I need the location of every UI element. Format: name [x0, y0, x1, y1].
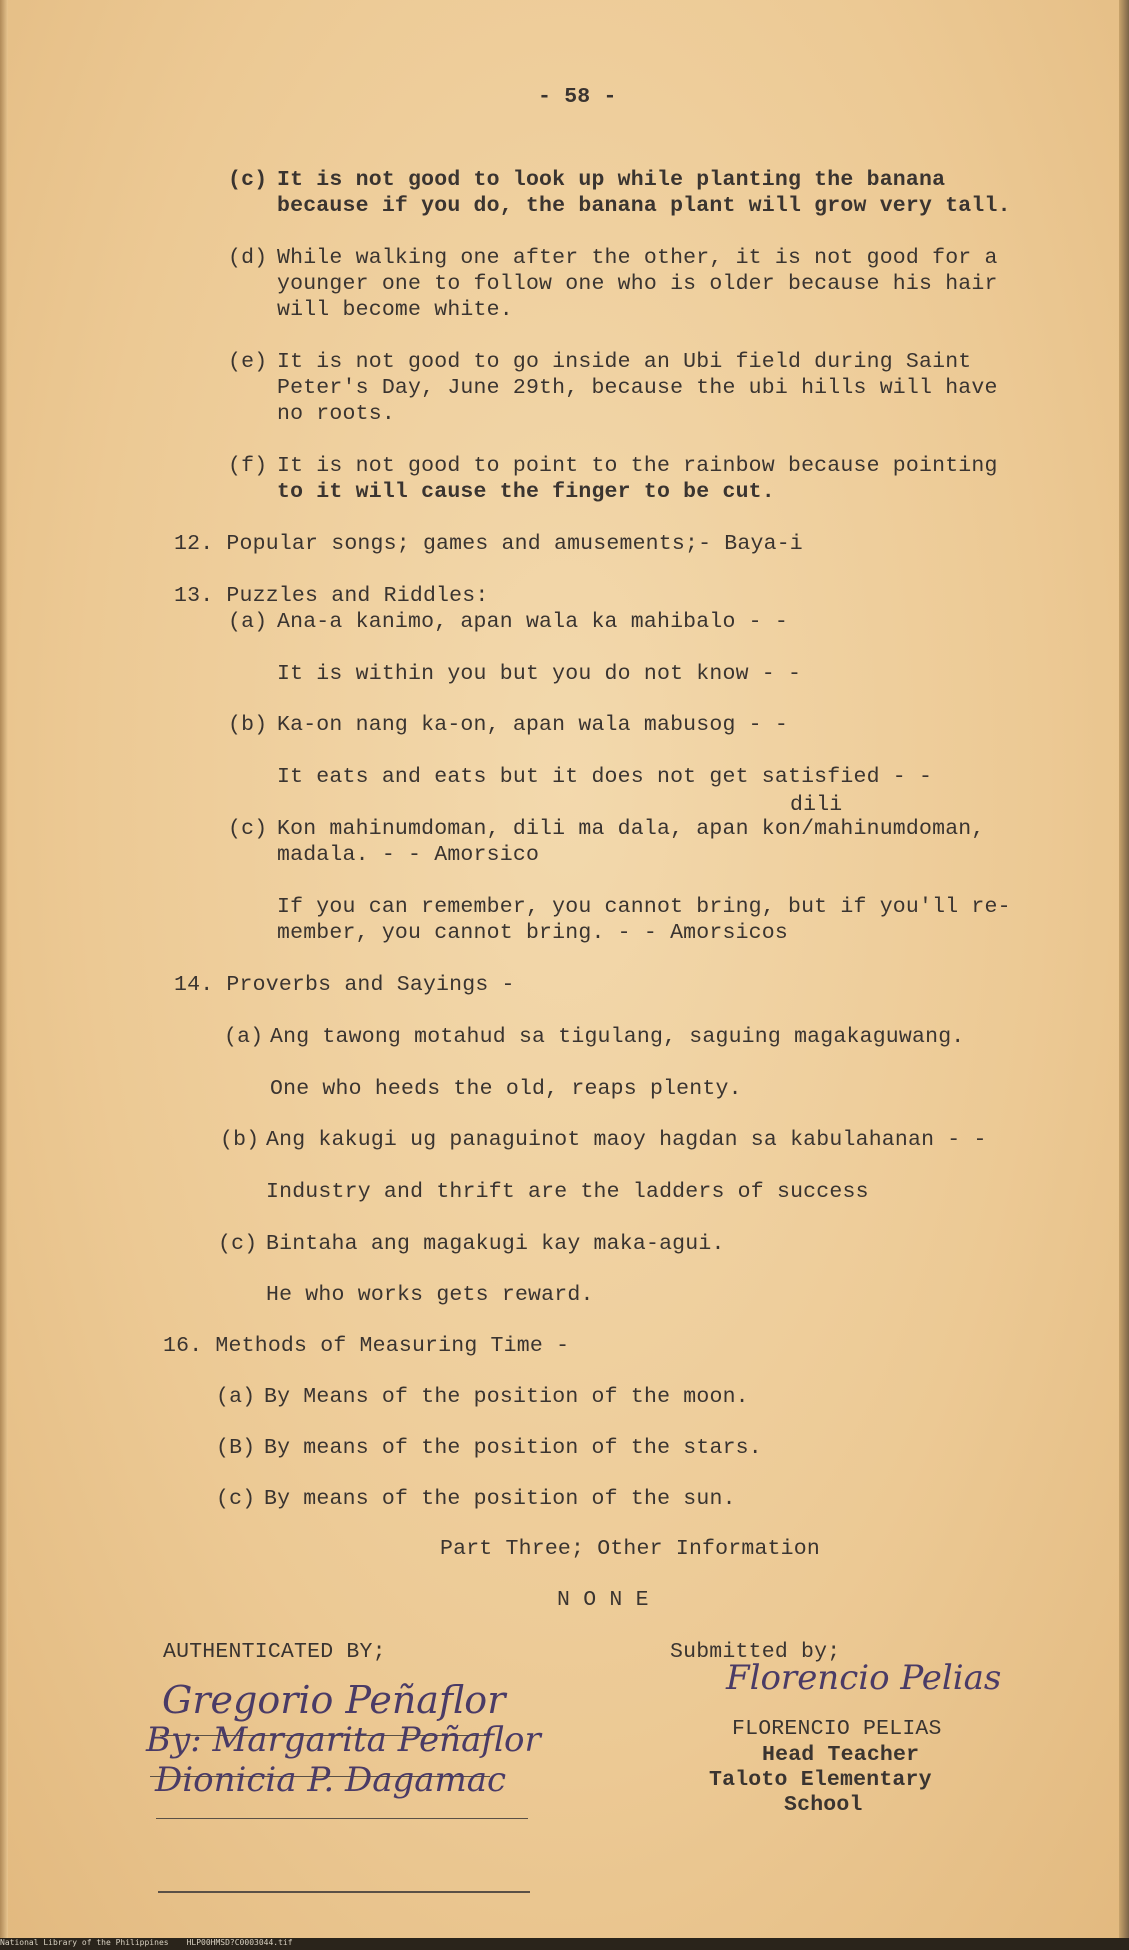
proverb-a-translation: One who heeds the old, reaps plenty. — [270, 1077, 742, 1101]
submitted-by-label: Submitted by; — [670, 1640, 841, 1664]
proverb-b-text: Ang kakugi ug panaguinot maoy hagdan sa kabulahanan - - — [266, 1128, 987, 1152]
item-f-line1: It is not good to point to the rainbow because pointing — [277, 454, 998, 478]
item-d-line1: While walking one after the other, it is not good for a — [277, 246, 998, 270]
time-c-text: By means of the position of the sun. — [264, 1487, 736, 1511]
section-13-heading: 13. Puzzles and Riddles: — [174, 584, 489, 608]
time-b-text: By means of the position of the stars. — [264, 1436, 762, 1460]
page-number: - 58 - — [538, 85, 617, 109]
time-a-text: By Means of the position of the moon. — [264, 1385, 749, 1409]
scan-footer — [0, 1938, 1129, 1950]
footer-library: National Library of the Philippines — [0, 1938, 169, 1947]
item-e-line2: Peter's Day, June 29th, because the ubi hills will have — [277, 376, 998, 400]
signature-gregorio: Gregorio Peñaflor — [162, 1678, 506, 1722]
riddle-c-line2: madala. - - Amorsico — [277, 843, 540, 867]
none-text: N O N E — [557, 1588, 649, 1612]
submitter-title: Head Teacher — [762, 1743, 920, 1767]
section-14-heading: 14. Proverbs and Sayings - — [174, 973, 515, 997]
riddle-a-text: Ana-a kanimo, apan wala ka mahibalo - - — [277, 610, 788, 634]
proverb-c-label: (c) — [218, 1232, 258, 1256]
item-e-line1: It is not good to go inside an Ubi field during Saint — [277, 350, 972, 374]
section-16-heading: 16. Methods of Measuring Time - — [163, 1334, 570, 1358]
item-c-line2: because if you do, the banana plant will grow very tall. — [277, 194, 1011, 218]
riddle-b-text: Ka-on nang ka-on, apan wala mabusog - - — [277, 713, 788, 737]
item-d-label: (d) — [228, 246, 268, 270]
riddle-c-translation2: member, you cannot bring. - - Amorsicos — [277, 921, 788, 945]
authenticated-by-label: AUTHENTICATED BY; — [163, 1640, 386, 1664]
riddle-c-translation1: If you can remember, you cannot bring, but if you'll re- — [277, 895, 1011, 919]
item-f-line2: to it will cause the finger to be cut. — [277, 480, 775, 504]
proverb-a-label: (a) — [224, 1025, 264, 1049]
time-b-label: (B) — [216, 1436, 256, 1460]
item-d-line2: younger one to follow one who is older because his hair — [277, 272, 998, 296]
proverb-b-translation: Industry and thrift are the ladders of success — [266, 1180, 869, 1204]
section-12-heading: 12. Popular songs; games and amusements;- Baya-i — [174, 532, 803, 556]
submitter-school-line2: School — [784, 1793, 863, 1817]
riddle-a-translation: It is within you but you do not know - - — [277, 662, 802, 686]
submitter-name: FLORENCIO PELIAS — [732, 1717, 942, 1741]
signature-margarita: By: Margarita Peñaflor — [146, 1720, 541, 1760]
riddle-c-label: (c) — [228, 817, 268, 841]
proverb-c-translation: He who works gets reward. — [266, 1283, 594, 1307]
proverb-a-text: Ang tawong motahud sa tigulang, saguing magakaguwang. — [270, 1025, 965, 1049]
part-three-heading: Part Three; Other Information — [440, 1537, 820, 1561]
signature-line-3 — [156, 1818, 528, 1819]
item-e-line3: no roots. — [277, 402, 395, 426]
page-left-edge — [0, 0, 8, 1950]
item-f-label: (f) — [228, 454, 268, 478]
time-a-label: (a) — [216, 1385, 256, 1409]
item-d-line3: will become white. — [277, 298, 513, 322]
bottom-rule — [158, 1891, 530, 1893]
page-right-edge — [1119, 0, 1129, 1950]
time-c-label: (c) — [216, 1487, 256, 1511]
proverb-c-text: Bintaha ang magakugi kay maka-agui. — [266, 1232, 725, 1256]
signature-florencio: Florencio Pelias — [726, 1658, 1002, 1698]
riddle-c-line1: Kon mahinumdoman, dili ma dala, apan kon/mahinumdoman, — [277, 817, 985, 841]
item-c-line1: It is not good to look up while planting the banana — [277, 168, 946, 192]
footer-file: HLP00HMSD?C0003044.tif — [186, 1938, 293, 1947]
riddle-b-translation: It eats and eats but it does not get satisfied - - — [277, 765, 933, 789]
signature-dionicia: Dionicia P. Dagamac — [155, 1760, 507, 1800]
proverb-b-label: (b) — [220, 1128, 260, 1152]
item-c-label: (c) — [228, 168, 268, 192]
riddle-a-label: (a) — [228, 610, 268, 634]
item-e-label: (e) — [228, 350, 268, 374]
riddle-b-label: (b) — [228, 713, 268, 737]
submitter-school-line1: Taloto Elementary — [709, 1768, 932, 1792]
riddle-c-insertion: dili — [790, 793, 843, 817]
